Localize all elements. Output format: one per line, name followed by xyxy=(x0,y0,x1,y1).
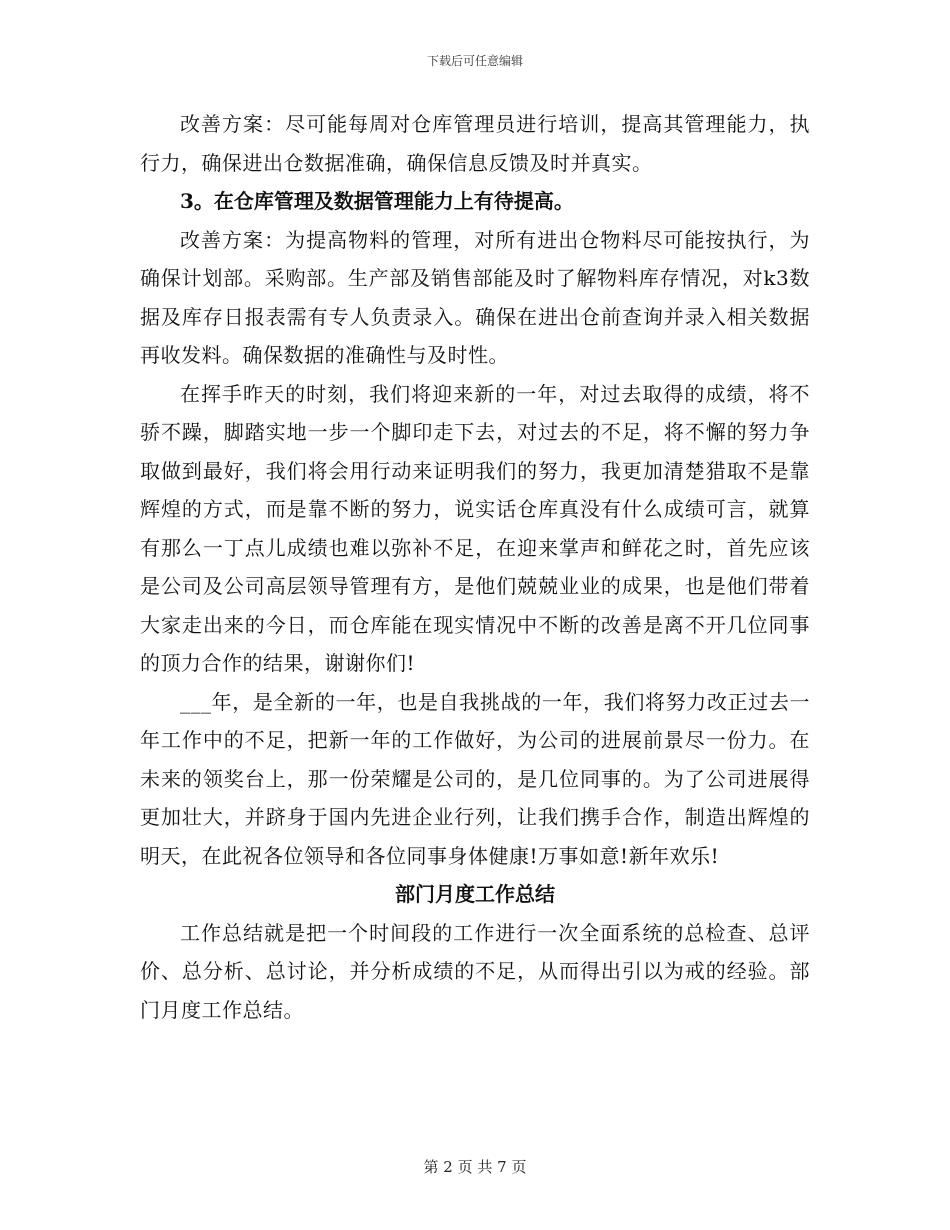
page-number: 第 2 页 共 7 页 xyxy=(423,1158,527,1176)
paragraph-reflection: 在挥手昨天的时刻，我们将迎来新的一年，对过去取得的成绩，将不骄不躁，脚踏实地一步一个脚印走下去，对过去的不足，将不懈的努力争取做到最好，我们将会用行动来证明我们的努力，我更加清楚猎取不是靠辉煌的方式，而是靠不断的努力，说实话仓库真没有什么成绩可言，就算有那么一丁点儿成绩也难以弥补不足，在迎来掌声和鲜花之时，首先应该是公司及公司高层领导管理有方，是他们兢兢业业的成果，也是他们带着大家走出来的今日，而仓库能在现实情况中不断的改善是离不开几位同事的顶力合作的结果，谢谢你们! xyxy=(140,381,810,675)
paragraph-improvement-materials: 改善方案：为提高物料的管理，对所有进出仓物料尽可能按执行，为确保计划部。采购部。生产部及销售部能及时了解物料库存情况，对k3数据及库存日报表需有专人负责录入。确保在进出仓前查询并录入相关数据再收发料。确保数据的准确性与及时性。 xyxy=(140,227,810,367)
page-header: 下载后可任意编辑 xyxy=(426,54,523,68)
paragraph-improvement-training: 改善方案：尽可能每周对仓库管理员进行培训，提高其管理能力，执行力，确保进出仓数据准确，确保信息反馈及时并真实。 xyxy=(140,112,810,175)
document-body xyxy=(140,105,810,1029)
section-title: 部门月度工作总结 xyxy=(395,882,555,906)
heading-item-3: 3。在仓库管理及数据管理能力上有待提高。 xyxy=(180,189,574,213)
paragraph-summary-definition: 工作总结就是把一个时间段的工作进行一次全面系统的总检查、总评价、总分析、总讨论，并分析成绩的不足，从而得出引以为戒的经验。部门月度工作总结。 xyxy=(140,920,810,1022)
paragraph-new-year: ___年，是全新的一年，也是自我挑战的一年，我们将努力改正过去一年工作中的不足，把新一年的工作做好，为公司的进展前景尽一份力。在未来的领奖台上，那一份荣耀是公司的，是几位同事的。为了公司进展得更加壮大，并跻身于国内先进企业行列，让我们携手合作，制造出辉煌的明天，在此祝各位领导和各位同事身体健康!万事如意!新年欢乐! xyxy=(140,689,810,868)
